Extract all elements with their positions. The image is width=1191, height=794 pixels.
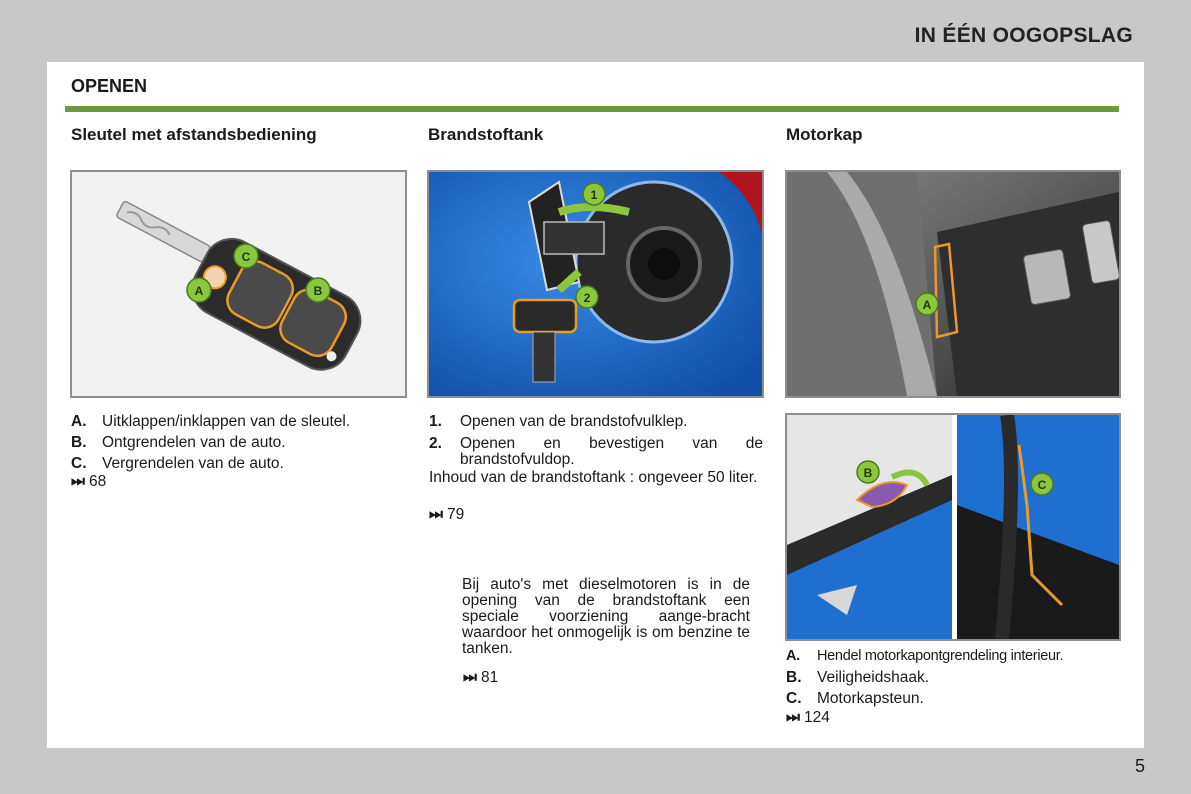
list-item: B. Veiligheidshaak.: [786, 669, 930, 686]
hood-hook-and-support-illustration: [785, 413, 1121, 641]
hood-legend-list: [786, 646, 1126, 709]
section-divider: [65, 106, 1119, 112]
fuel-column-title: Brandstoftank: [428, 125, 544, 144]
fuel-legend-list: [429, 411, 763, 468]
forward-arrow-icon: ⏭: [71, 473, 85, 490]
fuel-page-reference[interactable]: ⏭ 79: [429, 506, 465, 523]
hood-callout-c: C: [1037, 478, 1047, 492]
key-callout-c: C: [241, 250, 251, 264]
fuel-callout-1: 1: [590, 188, 598, 202]
hood-column-title: Motorkap: [786, 125, 863, 144]
hood-page-reference[interactable]: ⏭ 124: [786, 709, 830, 726]
fuel-callout-2: 2: [583, 291, 591, 305]
diesel-page-reference[interactable]: ⏭ 81: [463, 669, 499, 686]
list-item: A. Uitklappen/inklappen van de sleutel.: [71, 413, 351, 430]
fuel-capacity-text: Inhoud van de brandstoftank : ongeveer 50 liter.: [429, 469, 758, 486]
list-item: 1. Openen van de brandstofvulklep.: [429, 413, 688, 430]
key-page-reference[interactable]: ⏭ 68: [71, 473, 107, 490]
key-callout-a: A: [194, 284, 204, 298]
key-legend-list: [71, 411, 406, 474]
page-number: 5: [1134, 756, 1145, 776]
forward-arrow-icon: ⏭: [463, 669, 477, 686]
hood-callout-a: A: [922, 298, 932, 312]
key-column-title: Sleutel met afstandsbediening: [71, 125, 317, 144]
diesel-note-text: Bij auto's met dieselmotoren is in de opening van de brandstoftank een speciale voorziening aange-bracht waardoor het onmogelijk is om benzine te tanken.: [462, 576, 750, 657]
list-item: B. Ontgrendelen van de auto.: [71, 434, 286, 451]
key-callout-b: B: [313, 284, 323, 298]
list-item: A. Hendel motorkapontgrendeling interieur.: [786, 648, 1064, 664]
page-header-title: IN ÉÉN OOGOPSLAG: [914, 24, 1133, 47]
forward-arrow-icon: ⏭: [786, 709, 800, 726]
hood-callout-b: B: [863, 466, 873, 480]
list-item: 2. Openen en bevestigen van de brandstofvuldop.: [429, 435, 763, 468]
forward-arrow-icon: ⏭: [429, 506, 443, 523]
list-item: C. Vergrendelen van de auto.: [71, 455, 284, 472]
hood-release-interior-illustration: [785, 170, 1121, 398]
fuel-tank-illustration: [427, 170, 764, 398]
list-item: C. Motorkapsteun.: [786, 690, 924, 707]
key-illustration: [70, 170, 407, 398]
section-title: OPENEN: [71, 76, 148, 96]
